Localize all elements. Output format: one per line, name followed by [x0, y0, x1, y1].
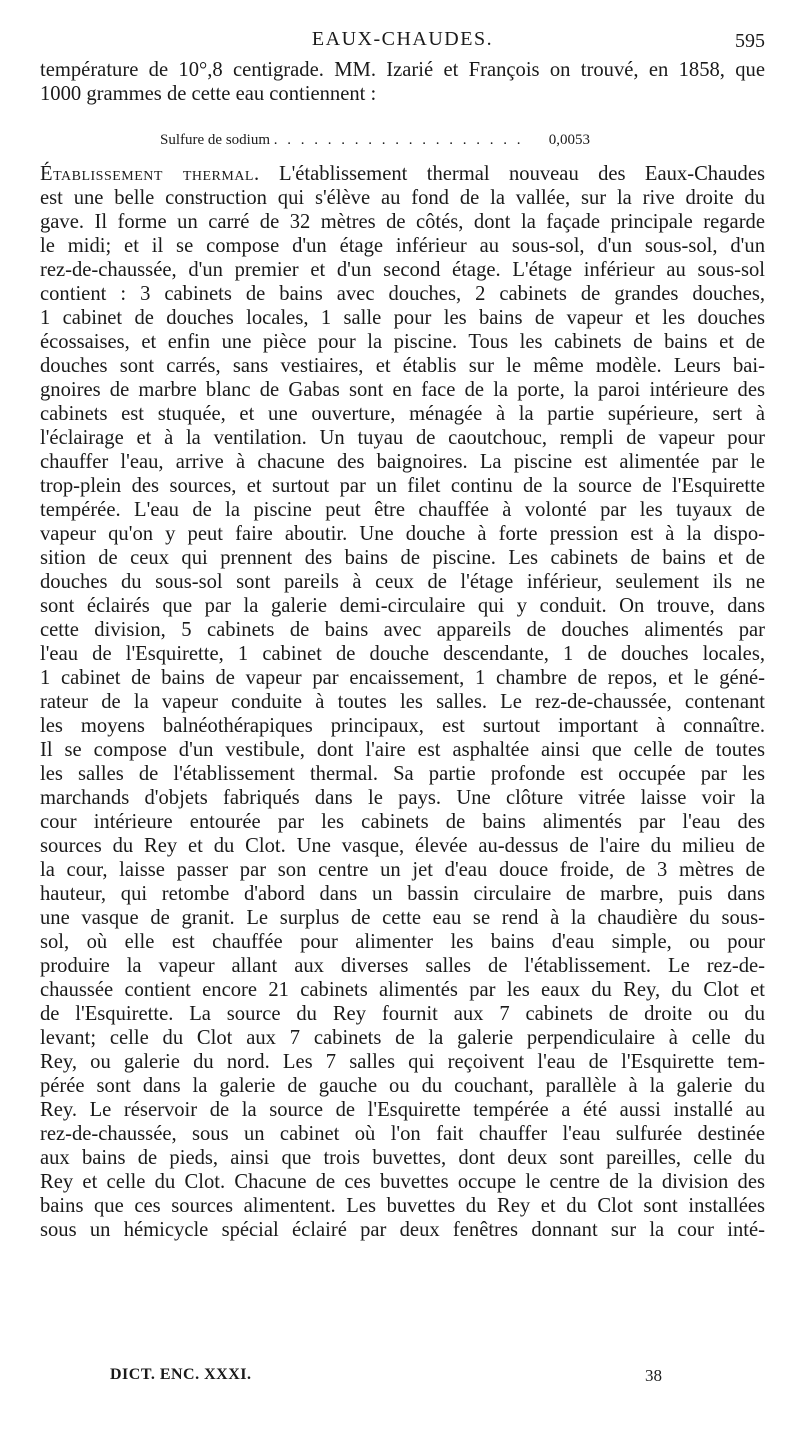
- section-first-line-text: L'établissement thermal nouveau des Eaux-Chaudes: [278, 163, 765, 185]
- running-title: EAUX-CHAUDES.: [311, 28, 494, 50]
- analysis-value: 0,0053: [548, 132, 590, 148]
- text-line: aux bains de pieds, ainsi que trois buvettes, dont deux sont pareilles, celle du: [40, 1147, 765, 1169]
- text-line: douches du sous-sol sont pareils à ceux de l'étage inférieur, seulement ils ne: [40, 571, 765, 593]
- text-line: Rey. Le réservoir de la source de l'Esquirette tempérée a été aussi installé au: [40, 1099, 765, 1121]
- text-line: les salles de l'établissement thermal. Sa partie profonde est occupée par les: [40, 763, 765, 785]
- text-line: rez-de-chaussée, d'un premier et d'un second étage. L'étage inférieur au sous-sol: [40, 259, 765, 281]
- text-line: 1 cabinet de bains de vapeur par encaissement, 1 chambre de repos, et le géné-: [40, 667, 765, 689]
- dot-leader: . . . . . . . . . . . . . . . . . . .: [273, 132, 524, 148]
- text-line: rez-de-chaussée, sous un cabinet où l'on fait chauffer l'eau sulfurée destinée: [40, 1123, 765, 1145]
- text-line: Rey et celle du Clot. Chacune de ces buvettes occupe le centre de la division des: [40, 1171, 765, 1193]
- text-line: bains que ces sources alimentent. Les buvettes du Rey et du Clot sont installées: [40, 1195, 765, 1217]
- text-line: gave. Il forme un carré de 32 mètres de côtés, dont la façade principale regarde: [40, 211, 765, 233]
- text-line: rateur de la vapeur conduite à toutes les salles. Le rez-de-chaussée, contenant: [40, 691, 765, 713]
- text-line: vapeur qu'on y peut faire aboutir. Une douche à forte pression est à la dispo-: [40, 523, 765, 545]
- text-line: les moyens balnéothérapiques principaux, est surtout important à connaître.: [40, 715, 765, 737]
- text-line: pérée sont dans la galerie de gauche ou du couchant, parallèle à la galerie du: [40, 1075, 765, 1097]
- text-line: hauteur, qui retombe d'abord dans un bassin circulaire de marbre, puis dans: [40, 883, 765, 905]
- analysis-table-row: [160, 130, 588, 150]
- text-line: contient : 3 cabinets de bains avec douches, 2 cabinets de grandes douches,: [40, 283, 765, 305]
- text-line: le midi; et il se compose d'un étage inférieur au sous-sol, d'un sous-sol, d'un: [40, 235, 765, 257]
- text-line: sous un hémicycle spécial éclairé par deux fenêtres donnant sur la cour inté-: [40, 1219, 765, 1241]
- text-line: gnoires de marbre blanc de Gabas sont en face de la porte, la paroi intérieure des: [40, 379, 765, 401]
- text-line: l'éclairage et à la ventilation. Un tuyau de caoutchouc, rempli de vapeur pour: [40, 427, 765, 449]
- text-line: marchands d'objets fabriqués dans le pays. Une clôture vitrée laisse voir la: [40, 787, 765, 809]
- section-first-line: [40, 162, 765, 186]
- text-line: sources du Rey et du Clot. Une vasque, élevée au-dessus de l'aire du milieu de: [40, 835, 765, 857]
- text-line: écossaises, et enfin une pièce pour la piscine. Tous les cabinets de bains et de: [40, 331, 765, 353]
- text-line: l'eau de l'Esquirette, 1 cabinet de douche descendante, 1 de douches locales,: [40, 643, 765, 665]
- text-line: cabinets est stuquée, et une ouverture, ménagée à la partie supérieure, sert à: [40, 403, 765, 425]
- text-line: produire la vapeur allant aux diverses salles de l'établissement. Le rez-de-: [40, 955, 765, 977]
- text-line: tempérée. L'eau de la piscine peut être chauffée à volonté par les tuyaux de: [40, 499, 765, 521]
- section-etablissement-thermal: [40, 162, 765, 1242]
- text-line: 1 cabinet de douches locales, 1 salle pour les bains de vapeur et les douches: [40, 307, 765, 329]
- text-line: douches sont carrés, sans vestiaires, et établis sur le même modèle. Leurs bai-: [40, 355, 765, 377]
- signature-mark: DICT. ENC. XXXI.: [110, 1366, 252, 1383]
- text-line: sol, où elle est chauffée pour alimenter les bains d'eau simple, ou pour: [40, 931, 765, 953]
- text-line: levant; celle du Clot aux 7 cabinets de la galerie perpendiculaire à celle du: [40, 1027, 765, 1049]
- page-footer: [110, 1366, 670, 1392]
- section-heading: Établissement thermal.: [40, 163, 260, 185]
- text-line: est une belle construction qui s'élève au fond de la vallée, sur la rive droite du: [40, 187, 765, 209]
- text-line: 1000 grammes de cette eau contiennent :: [40, 83, 377, 105]
- running-head: [40, 28, 765, 56]
- text-line: Rey, ou galerie du nord. Les 7 salles qui reçoivent l'eau de l'Esquirette tem-: [40, 1051, 765, 1073]
- text-line: sont éclairés que par la galerie demi-circulaire qui y conduit. On trouve, dans: [40, 595, 765, 617]
- text-line: chaussée contient encore 21 cabinets alimentés par les eaux du Rey, du Clot et: [40, 979, 765, 1001]
- text-line: de l'Esquirette. La source du Rey fournit aux 7 cabinets de droite ou du: [40, 1003, 765, 1025]
- page-number: 595: [735, 30, 765, 52]
- text-line: la cour, laisse passer par son centre un jet d'eau douce froide, de 3 mètres de: [40, 859, 765, 881]
- text-line: température de 10°,8 centigrade. MM. Izarié et François on trouvé, en 1858, que: [40, 59, 765, 81]
- sheet-number: 38: [645, 1366, 662, 1385]
- analysis-label: Sulfure de sodium: [160, 132, 270, 148]
- text-line: une vasque de granit. Le surplus de cette eau se rend à la chaudière du sous-: [40, 907, 765, 929]
- text-line: sition de ceux qui prennent des bains de piscine. Les cabinets de bains et de: [40, 547, 765, 569]
- text-line: trop-plein des sources, et surtout par un filet continu de la source de l'Esquirette: [40, 475, 765, 497]
- text-line: Il se compose d'un vestibule, dont l'aire est asphaltée ainsi que celle de toutes: [40, 739, 765, 761]
- text-line: cette division, 5 cabinets de bains avec appareils de douches alimentés par: [40, 619, 765, 641]
- text-line: cour intérieure entourée par les cabinets de bains alimentés par l'eau des: [40, 811, 765, 833]
- intro-paragraph: [40, 58, 765, 106]
- text-line: chauffer l'eau, arrive à chacune des baignoires. La piscine est alimentée par le: [40, 451, 765, 473]
